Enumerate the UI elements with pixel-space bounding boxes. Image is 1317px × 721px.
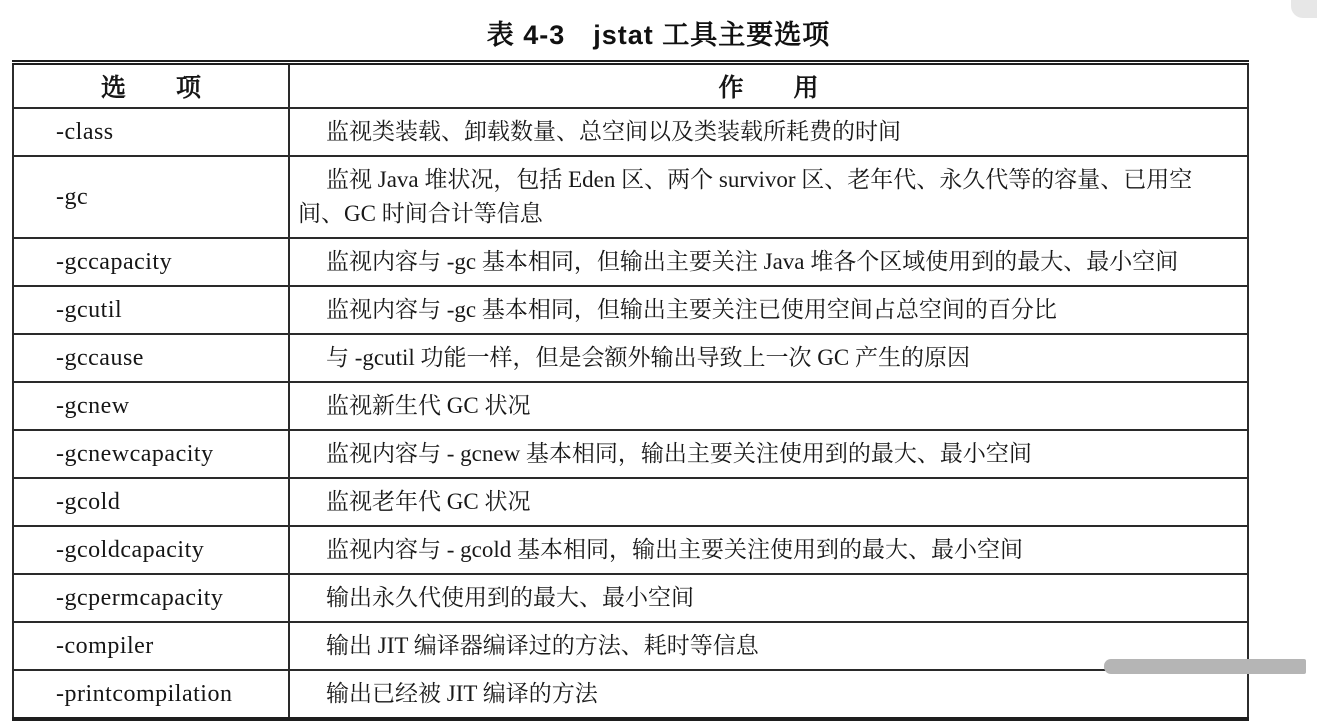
effect-text: 监视类装载、卸载数量、总空间以及类装载所耗费的时间 [326,119,901,144]
scan-artifact-smudge [1104,659,1306,674]
table-row [13,238,1248,286]
effect-text: 监视内容与 -gc 基本相同，但输出主要关注 Java 堆各个区域使用到的最大、最小空间 [326,249,1179,274]
effect-cell [289,430,1248,478]
effect-text: 与 -gcutil 功能一样，但是会额外输出导致上一次 GC 产生的原因 [326,345,970,370]
effect-cell [289,478,1248,526]
table-row [13,430,1248,478]
option-cell: -printcompilation [13,670,289,719]
effect-cell [289,670,1248,719]
header-option-column: 选 项 [13,63,289,109]
effect-text: 监视新生代 GC 状况 [326,393,531,418]
effect-cell [289,526,1248,574]
effect-cell [289,108,1248,156]
effect-text: 输出 JIT 编译器编译过的方法、耗时等信息 [326,633,759,658]
table-row [13,156,1248,238]
option-cell: -gcold [13,478,289,526]
header-effect-column: 作 用 [289,63,1248,109]
table-row [13,622,1248,670]
option-cell: -gccause [13,334,289,382]
table-row [13,382,1248,430]
jstat-options-table [12,60,1249,721]
option-cell: -gcoldcapacity [13,526,289,574]
effect-text: 监视 Java 堆状况，包括 Eden 区、两个 survivor 区、老年代、永久代等的容量、已用空间、GC 时间合计等信息 [298,167,1193,226]
effect-text: 监视内容与 - gcold 基本相同，输出主要关注使用到的最大、最小空间 [326,537,1024,562]
effect-cell [289,238,1248,286]
option-cell: -gcnewcapacity [13,430,289,478]
effect-cell [289,286,1248,334]
effect-text: 监视老年代 GC 状况 [326,489,531,514]
effect-text: 监视内容与 - gcnew 基本相同，输出主要关注使用到的最大、最小空间 [326,441,1032,466]
table-row [13,108,1248,156]
effect-cell [289,334,1248,382]
table-row [13,574,1248,622]
scan-corner-noise [1291,0,1317,18]
option-cell: -gcutil [13,286,289,334]
table-row [13,334,1248,382]
table-caption: 表 4-3 jstat 工具主要选项 [486,20,831,50]
option-cell: -compiler [13,622,289,670]
option-cell: -gcnew [13,382,289,430]
effect-text: 输出已经被 JIT 编译的方法 [326,681,598,706]
table-row [13,286,1248,334]
effect-text: 监视内容与 -gc 基本相同，但输出主要关注已使用空间占总空间的百分比 [326,297,1057,322]
option-cell: -gccapacity [13,238,289,286]
table-row [13,670,1248,719]
table-body [13,108,1248,719]
option-cell: -gcpermcapacity [13,574,289,622]
effect-cell [289,156,1248,238]
effect-cell [289,382,1248,430]
effect-text: 输出永久代使用到的最大、最小空间 [326,585,694,610]
header-row [13,63,1248,109]
option-cell: -class [13,108,289,156]
option-cell: -gc [13,156,289,238]
table-row [13,478,1248,526]
table-row [13,526,1248,574]
effect-cell [289,574,1248,622]
